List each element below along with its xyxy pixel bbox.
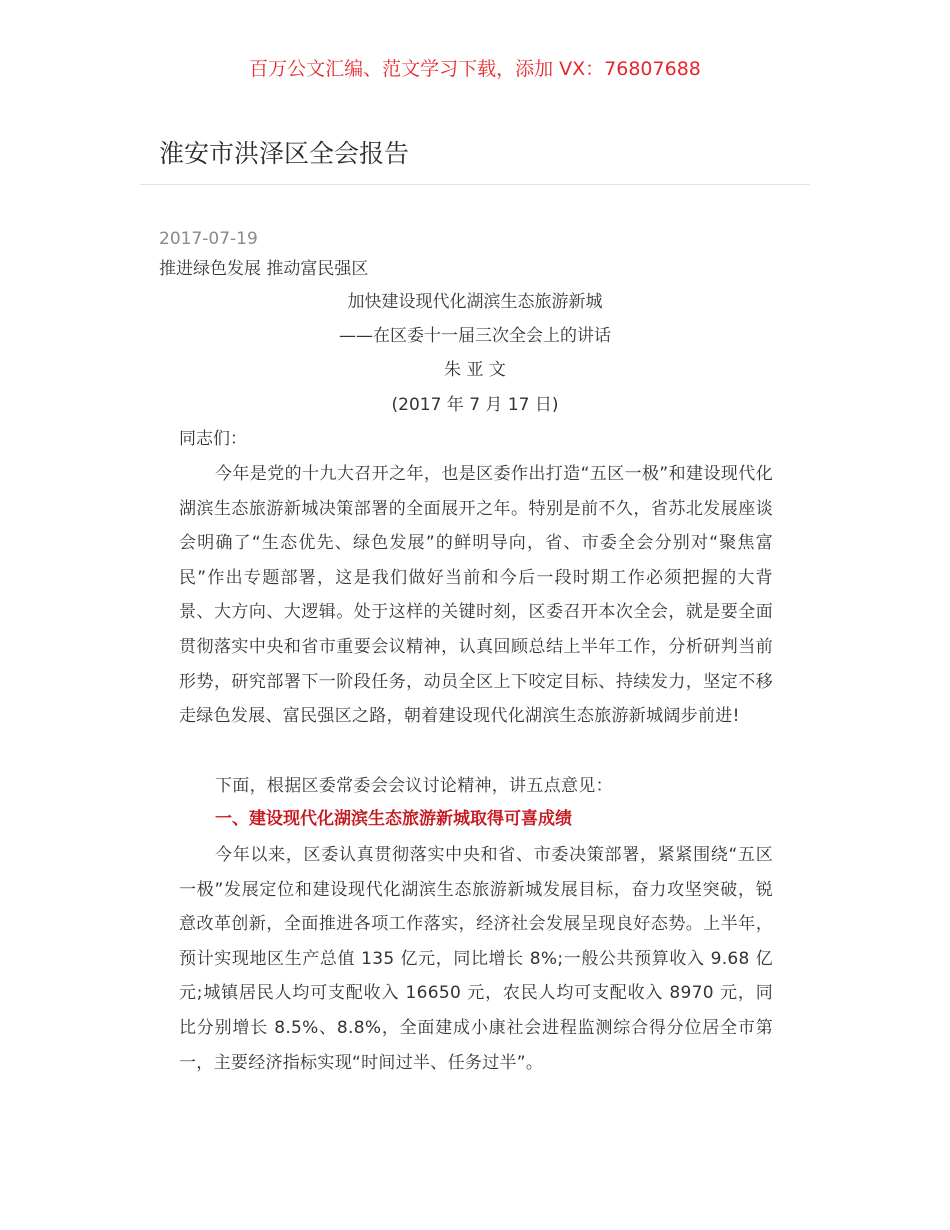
publish-date: 2017-07-19 [159,229,258,249]
body-paragraph-1: 今年是党的十九大召开之年，也是区委作出打造“五区一极”和建设现代化湖滨生态旅游新城决策部署的全面展开之年。特别是前不久，省苏北发展座谈会明确了“生态优先、绿色发展”的鲜明导向，省、市委全会分别对“聚焦富民”作出专题部署，这是我们做好当前和今后一段时期工作必须把握的大背景、大方向、大逻辑。处于这样的关键时刻，区委召开本次全会，就是要全面贯彻落实中央和省市重要会议精神，认真回顾总结上半年工作，分析研判当前形势，研究部署下一阶段任务，动员全区上下咬定目标、持续发力，坚定不移走绿色发展、富民强区之路，朝着建设现代化湖滨生态旅游新城阔步前进! [179,464,773,727]
speech-author: 朱 亚 文 [444,360,506,380]
body-paragraph-2: 下面，根据区委常委会会议讨论精神，讲五点意见： [215,776,613,796]
speech-date: (2017 年 7 月 17 日) [391,395,559,415]
title-divider [140,184,810,185]
watermark-banner: 百万公文汇编、范文学习下载，添加 VX：76807688 [249,58,701,80]
speech-occasion: ——在区委十一届三次全会上的讲话 [339,326,611,346]
salutation: 同志们： [179,429,247,449]
page-title: 淮安市洪泽区全会报告 [159,139,410,168]
section-heading-1: 一、建设现代化湖滨生态旅游新城取得可喜成绩 [215,809,572,829]
body-paragraph-3: 今年以来，区委认真贯彻落实中央和省、市委决策部署，紧紧围绕“五区一极”发展定位和建设现代化湖滨生态旅游新城发展目标，奋力攻坚突破，锐意改革创新，全面推进各项工作落实，经济社会发展呈现良好态势。上半年，预计实现地区生产总值 135 亿元，同比增长 8%;一般公共预算收入 9.68 亿元;城镇居民人均可支配收入 16650 元，农民人均可支配收入 8970 元，同比分别增长 8.5%、8.8%，全面建成小康社会进程监测综合得分位居全市第一，主要经济指标实现“时间过半、任务过半”。 [179,845,773,1073]
speech-headline: 推进绿色发展 推动富民强区 [159,259,369,279]
speech-subtitle: 加快建设现代化湖滨生态旅游新城 [347,292,603,312]
